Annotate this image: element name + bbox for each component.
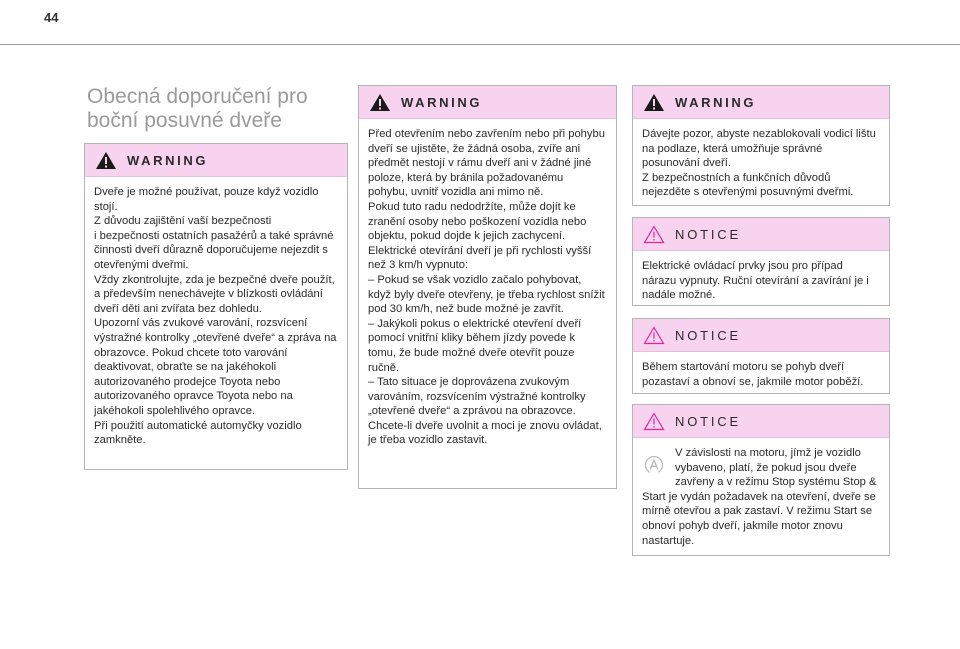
notice-triangle-icon: [643, 225, 665, 244]
warning-box-1: [84, 143, 348, 470]
warning-box-3: [632, 85, 890, 206]
warning-text: Před otevřením nebo zavřením nebo při pohybu dveří se ujistěte, že žádná osoba, zvíře ani předmět nestojí v rámu dveří ani v žádné jiné poloze, která by bránila požadovanému pohybu, uvnitř vozidla ani mimo ně. Pokud tuto radu nedodržíte, může dojít ke zranění osoby nebo poškození vozidla nebo objektu, pokud dojde k jejich zachycení. Elektrické otevírání dveří je při rychlosti vyšší než 3 km/h vypnuto: – Pokud se však vozidlo začalo pohybovat, když byly dveře otevřeny, je třeba rychlost snížit pod 30 km/h, než bude možné je zavřít. – Jakýkoli pokus o elektrické otevření dveří pomocí vnitřní kliky během jízdy povede k tomu, že bude možné dveře otevřít pouze ručně. – Tato situace je doprovázena zvukovým varováním, rozsvícením výstražné kontrolky „otevřené dveře“ a zprávou na obrazovce. Chcete-li dveře uvolnit a moci je znovu ovládat, je třeba vozidlo zastavit.: [368, 128, 605, 447]
warning-text: Dávejte pozor, abyste nezablokovali vodicí lištu na podlaze, která umožňuje správné posunování dveří. Z bezpečnostních a funkčních důvodů nejezděte s otevřenými posuvnými dveřmi.: [642, 128, 876, 199]
warning-box-2: [358, 85, 617, 489]
notice-text: Během startování motoru se pohyb dveří pozastaví a obnoví se, jakmile motor poběží.: [642, 361, 864, 388]
warning-text: Dveře je možné používat, pouze když vozidlo stojí. Z důvodu zajištění vaší bezpečnosti i bezpečnosti ostatních pasažérů a také správné činnosti dveří důrazně doporučujeme nejezdit s otevřenými dveřmi. Vždy zkontrolujte, zda je bezpečné dveře použít, a především nenechávejte v blízkosti ovládání dveří děti ani zvířata bez dohledu. Upozorní vás zvukové varování, rozsvícení výstražné kontrolky „otevřené dveře“ a zpráva na obrazovce. Pokud chcete toto varování deaktivovat, obraťte se na jakéhokoli autorizovaného prodejce Toyota nebo autorizovaného opravce Toyota nebo na jakéhokoli spolehlivého opravce. Při použití automatické automyčky vozidlo zamkněte.: [94, 186, 337, 447]
notice-header: [633, 218, 889, 251]
auto-stop-start-icon: [643, 454, 665, 476]
notice-header: [633, 319, 889, 352]
warning-heading: WARNING: [401, 94, 483, 110]
warning-header: [85, 144, 347, 177]
notice-heading: NOTICE: [675, 413, 741, 429]
page-number: 44: [44, 10, 59, 25]
notice-heading: NOTICE: [675, 327, 741, 343]
notice-box-2: [632, 318, 890, 394]
notice-triangle-icon: [643, 412, 665, 431]
notice-triangle-icon: [643, 326, 665, 345]
warning-header: [359, 86, 616, 119]
top-divider: [0, 44, 960, 45]
notice-heading: NOTICE: [675, 226, 741, 242]
notice-header: [633, 405, 889, 438]
warning-triangle-icon: [369, 93, 391, 112]
warning-triangle-icon: [643, 93, 665, 112]
notice-body: [633, 438, 889, 556]
notice-text: V závislosti na motoru, jímž je vozidlo vybaveno, platí, že pokud jsou dveře zavřeny a v režimu Stop systému Stop & Start je vydán požadavek na otevření, dveře se mírně otevřou a pak zastaví. V režimu Start se obnoví pohyb dveří, jakmile motor znovu nastartuje.: [642, 447, 877, 547]
notice-box-3: [632, 404, 890, 556]
notice-text: Elektrické ovládací prvky jsou pro případ nárazu vypnuty. Ruční otevírání a zavírání je i nadále možné.: [642, 260, 869, 302]
warning-header: [633, 86, 889, 119]
warning-triangle-icon: [95, 151, 117, 170]
warning-heading: WARNING: [675, 94, 757, 110]
warning-heading: WARNING: [127, 152, 209, 168]
section-title: Obecná doporučení pro boční posuvné dveře: [87, 85, 308, 132]
notice-box-1: [632, 217, 890, 306]
